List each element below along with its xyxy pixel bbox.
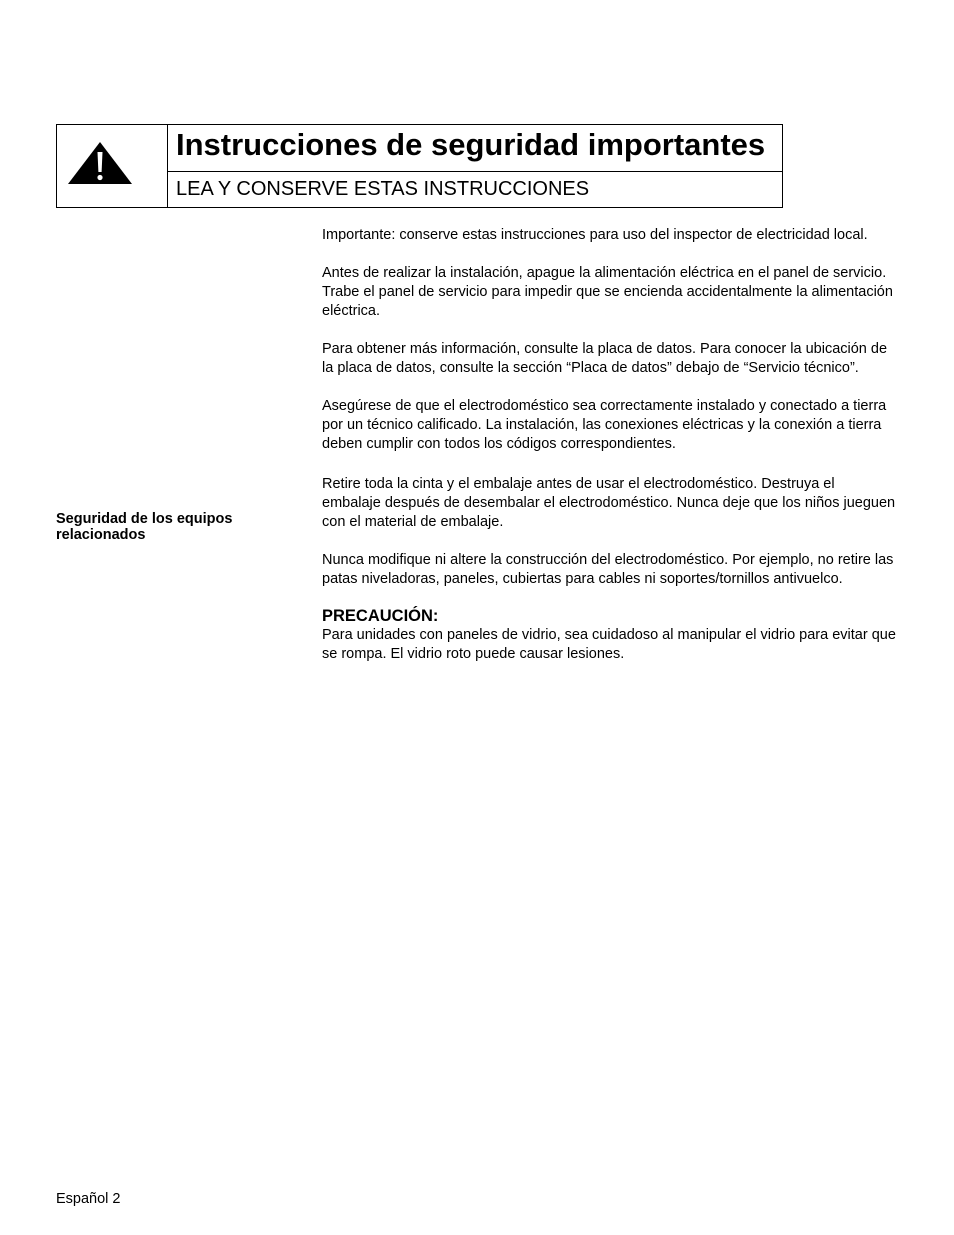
page-number: Español 2 xyxy=(56,1191,121,1207)
page-title: Instrucciones de seguridad importantes xyxy=(176,127,766,162)
related-safety-paragraph-2: Nunca modifique ni altere la construcción del electrodoméstico. Por ejemplo, no retire las patas niveladoras, paneles, cubiertas para cables ni soportes/tornillos antivuelco. xyxy=(322,552,894,587)
intro-paragraph-3: Para obtener más información, consulte la placa de datos. Para conocer la ubicación de la placa de datos, consulte la sección “Placa de datos” debajo de “Servicio técnico”. xyxy=(322,341,888,376)
page-subtitle: LEA Y CONSERVE ESTAS INSTRUCCIONES xyxy=(176,178,590,200)
related-safety-heading: Seguridad de los equipos relacionados xyxy=(56,511,233,543)
intro-paragraph-4: Asegúrese de que el electrodoméstico sea correctamente instalado y conectado a tierra por un técnico calificado. La instalación, las conexiones eléctricas y la conexión a tierra deben cumplir con todos los códigos correspondientes. xyxy=(322,398,887,452)
related-safety-paragraph-1: Retire toda la cinta y el embalaje antes de usar el electrodoméstico. Destruya el embalaje después de desembalar el electrodoméstico. Nunca deje que los niños jueguen con el material de embalaje. xyxy=(322,476,896,530)
warning-icon-cell xyxy=(57,125,168,207)
warning-triangle-icon xyxy=(67,141,133,185)
intro-paragraph-1: Importante: conserve estas instrucciones para uso del inspector de electricidad local. xyxy=(322,227,868,243)
header-divider xyxy=(167,171,782,172)
main-content xyxy=(322,226,897,664)
safety-header-box xyxy=(56,124,783,208)
caution-label: PRECAUCIÓN: xyxy=(322,607,439,625)
caution-text: Para unidades con paneles de vidrio, sea cuidadoso al manipular el vidrio para evitar que se rompa. El vidrio roto puede causar lesiones. xyxy=(322,627,896,662)
intro-paragraph-2: Antes de realizar la instalación, apague la alimentación eléctrica en el panel de servicio. Trabe el panel de servicio para impedir que se encienda accidentalmente la alimentación eléctrica. xyxy=(322,265,893,319)
